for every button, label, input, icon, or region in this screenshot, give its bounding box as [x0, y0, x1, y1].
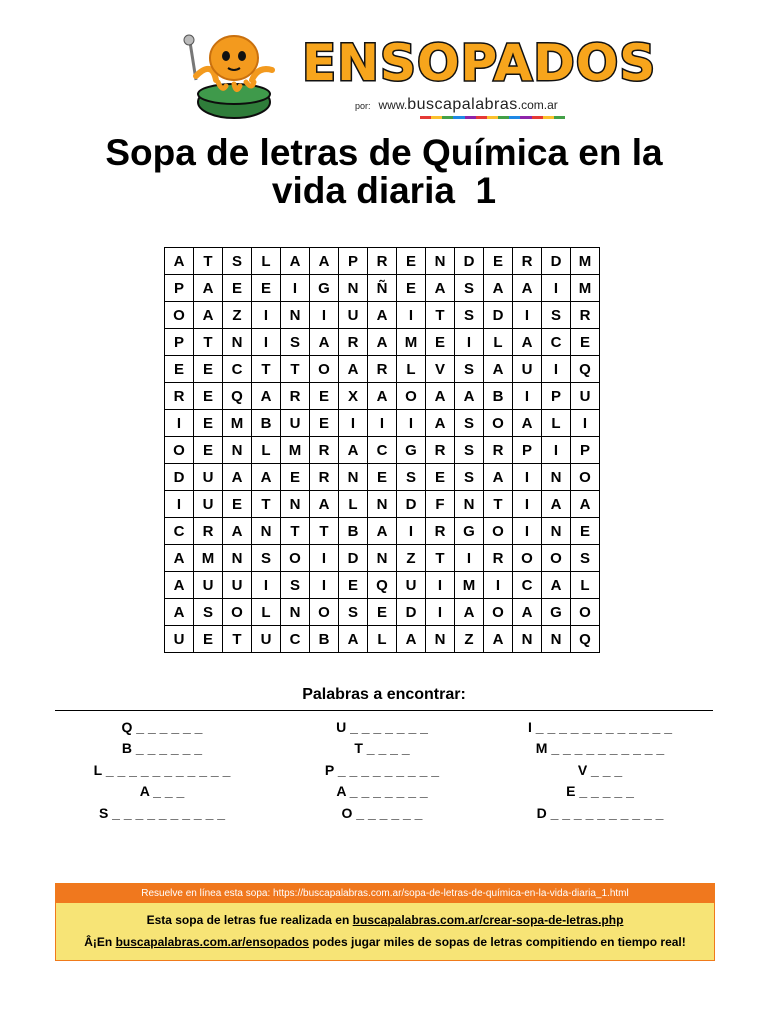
- grid-cell: N: [223, 329, 252, 356]
- grid-cell: B: [339, 518, 368, 545]
- grid-cell: I: [165, 410, 194, 437]
- grid-cell: B: [484, 383, 513, 410]
- grid-cell: I: [252, 302, 281, 329]
- grid-cell: E: [223, 275, 252, 302]
- grid-cell: U: [194, 464, 223, 491]
- grid-cell: E: [368, 464, 397, 491]
- ensopados-link[interactable]: buscapalabras.com.ar/ensopados: [115, 935, 309, 949]
- grid-cell: I: [542, 356, 571, 383]
- grid-cell: I: [455, 545, 484, 572]
- title-line-2: vida diaria 1: [271, 170, 497, 211]
- grid-cell: L: [484, 329, 513, 356]
- grid-cell: I: [281, 275, 310, 302]
- grid-cell: Q: [571, 626, 600, 653]
- grid-cell: A: [194, 302, 223, 329]
- clue: S _ _ _ _ _ _ _ _ _ _: [98, 804, 226, 821]
- grid-cell: L: [252, 599, 281, 626]
- grid-cell: N: [455, 491, 484, 518]
- grid-cell: I: [513, 518, 542, 545]
- grid-cell: P: [339, 248, 368, 275]
- word-search-grid: [164, 247, 600, 653]
- grid-row: [165, 302, 600, 329]
- grid-cell: U: [281, 410, 310, 437]
- grid-cell: E: [194, 626, 223, 653]
- grid-cell: U: [194, 572, 223, 599]
- grid-cell: A: [310, 491, 339, 518]
- clue: Q _ _ _ _ _ _: [121, 719, 203, 735]
- grid-cell: C: [368, 437, 397, 464]
- grid-cell: S: [339, 599, 368, 626]
- grid-cell: E: [194, 437, 223, 464]
- grid-cell: N: [339, 275, 368, 302]
- grid-cell: R: [281, 383, 310, 410]
- grid-cell: A: [339, 626, 368, 653]
- grid-cell: M: [194, 545, 223, 572]
- grid-cell: T: [223, 626, 252, 653]
- grid-row: [165, 491, 600, 518]
- grid-cell: I: [484, 572, 513, 599]
- grid-cell: D: [542, 248, 571, 275]
- grid-cell: E: [165, 356, 194, 383]
- footer-box: [55, 883, 715, 961]
- clue: D _ _ _ _ _ _ _ _ _ _: [536, 804, 664, 821]
- grid-cell: T: [426, 302, 455, 329]
- grid-cell: I: [513, 383, 542, 410]
- grid-cell: A: [223, 518, 252, 545]
- grid-cell: M: [571, 248, 600, 275]
- grid-cell: G: [542, 599, 571, 626]
- grid-cell: A: [455, 599, 484, 626]
- grid-cell: D: [397, 599, 426, 626]
- grid-cell: L: [397, 356, 426, 383]
- grid-cell: I: [571, 410, 600, 437]
- grid-cell: N: [542, 464, 571, 491]
- grid-cell: N: [281, 599, 310, 626]
- grid-cell: U: [339, 302, 368, 329]
- clue: A _ _ _ _ _ _ _: [336, 783, 428, 800]
- grid-cell: L: [571, 572, 600, 599]
- grid-cell: O: [513, 545, 542, 572]
- grid-cell: T: [281, 518, 310, 545]
- grid-cell: R: [484, 545, 513, 572]
- grid-cell: T: [426, 545, 455, 572]
- clue: V _ _ _: [577, 761, 623, 778]
- grid-cell: R: [194, 518, 223, 545]
- grid-cell: M: [571, 275, 600, 302]
- brand-site[interactable]: [355, 96, 558, 114]
- grid-cell: A: [484, 356, 513, 383]
- grid-cell: S: [455, 437, 484, 464]
- grid-cell: E: [310, 410, 339, 437]
- grid-cell: I: [513, 491, 542, 518]
- footer-made-line: [56, 909, 714, 931]
- grid-cell: A: [194, 275, 223, 302]
- grid-cell: D: [484, 302, 513, 329]
- grid-cell: A: [223, 464, 252, 491]
- grid-cell: U: [194, 491, 223, 518]
- grid-row: [165, 329, 600, 356]
- grid-cell: N: [542, 626, 571, 653]
- grid-cell: F: [426, 491, 455, 518]
- grid-cell: U: [165, 626, 194, 653]
- words-heading: Palabras a encontrar:: [302, 686, 466, 703]
- site-name: buscapalabras: [407, 96, 518, 113]
- grid-cell: U: [252, 626, 281, 653]
- grid-cell: E: [223, 491, 252, 518]
- grid-cell: L: [339, 491, 368, 518]
- grid-cell: I: [339, 410, 368, 437]
- grid-cell: G: [310, 275, 339, 302]
- grid-row: [165, 275, 600, 302]
- clue: E _ _ _ _ _: [566, 783, 634, 800]
- grid-row: [165, 437, 600, 464]
- grid-cell: A: [368, 329, 397, 356]
- grid-cell: T: [310, 518, 339, 545]
- grid-cell: D: [397, 491, 426, 518]
- grid-row: [165, 545, 600, 572]
- grid-cell: A: [397, 626, 426, 653]
- grid-cell: P: [165, 329, 194, 356]
- grid-row: [165, 464, 600, 491]
- grid-cell: O: [310, 599, 339, 626]
- grid-cell: S: [542, 302, 571, 329]
- grid-cell: I: [426, 599, 455, 626]
- grid-cell: A: [310, 329, 339, 356]
- grid-cell: T: [194, 248, 223, 275]
- grid-cell: N: [223, 545, 252, 572]
- grid-cell: N: [542, 518, 571, 545]
- grid-cell: S: [223, 248, 252, 275]
- grid-cell: R: [339, 329, 368, 356]
- grid-cell: I: [513, 464, 542, 491]
- grid-cell: O: [223, 599, 252, 626]
- grid-cell: N: [426, 248, 455, 275]
- clue: I _ _ _ _ _ _ _ _ _ _ _ _: [528, 719, 672, 735]
- clue: P _ _ _ _ _ _ _ _ _: [324, 761, 440, 778]
- clue: L _ _ _ _ _ _ _ _ _ _ _: [93, 761, 231, 778]
- grid-cell: S: [194, 599, 223, 626]
- grid-cell: Z: [397, 545, 426, 572]
- grid-cell: D: [165, 464, 194, 491]
- grid-cell: S: [455, 464, 484, 491]
- grid-cell: D: [339, 545, 368, 572]
- grid-cell: T: [252, 491, 281, 518]
- grid-cell: E: [194, 410, 223, 437]
- grid-cell: O: [484, 518, 513, 545]
- grid-cell: A: [426, 383, 455, 410]
- grid-cell: R: [571, 302, 600, 329]
- grid-cell: E: [339, 572, 368, 599]
- grid-cell: S: [281, 572, 310, 599]
- grid-cell: O: [281, 545, 310, 572]
- grid-cell: U: [571, 383, 600, 410]
- grid-cell: I: [310, 572, 339, 599]
- grid-cell: T: [281, 356, 310, 383]
- grid-cell: C: [513, 572, 542, 599]
- play-suffix: podes jugar miles de sopas de letras compitiendo en tiempo real!: [308, 935, 686, 949]
- grid-cell: E: [281, 464, 310, 491]
- grid-cell: G: [397, 437, 426, 464]
- grid-cell: C: [542, 329, 571, 356]
- grid-cell: T: [194, 329, 223, 356]
- grid-cell: S: [281, 329, 310, 356]
- grid-cell: A: [252, 383, 281, 410]
- grid-cell: R: [310, 464, 339, 491]
- grid-cell: A: [165, 599, 194, 626]
- grid-cell: Ñ: [368, 275, 397, 302]
- grid-cell: E: [571, 518, 600, 545]
- play-prefix: Â¡En: [84, 935, 116, 949]
- grid-cell: R: [310, 437, 339, 464]
- grid-cell: A: [426, 410, 455, 437]
- grid-cell: I: [252, 572, 281, 599]
- grid-cell: A: [368, 302, 397, 329]
- grid-cell: D: [455, 248, 484, 275]
- grid-cell: A: [281, 248, 310, 275]
- grid-cell: M: [397, 329, 426, 356]
- grid-cell: S: [397, 464, 426, 491]
- grid-cell: A: [165, 248, 194, 275]
- grid-cell: A: [542, 491, 571, 518]
- grid-cell: V: [426, 356, 455, 383]
- by-label: por:: [355, 101, 371, 111]
- grid-cell: S: [455, 302, 484, 329]
- made-prefix: Esta sopa de letras fue realizada en: [146, 913, 353, 927]
- grid-row: [165, 356, 600, 383]
- grid-cell: O: [165, 302, 194, 329]
- grid-cell: A: [571, 491, 600, 518]
- grid-cell: P: [513, 437, 542, 464]
- clue: O _ _ _ _ _ _: [341, 804, 423, 821]
- divider: [55, 710, 713, 711]
- grid-cell: I: [542, 275, 571, 302]
- grid-cell: G: [455, 518, 484, 545]
- grid-cell: I: [310, 302, 339, 329]
- grid-cell: P: [542, 383, 571, 410]
- grid-cell: A: [455, 383, 484, 410]
- grid-cell: N: [426, 626, 455, 653]
- grid-cell: I: [455, 329, 484, 356]
- grid-cell: I: [368, 410, 397, 437]
- grid-cell: Q: [223, 383, 252, 410]
- grid-cell: O: [165, 437, 194, 464]
- grid-cell: R: [368, 248, 397, 275]
- grid-cell: M: [455, 572, 484, 599]
- create-puzzle-link[interactable]: buscapalabras.com.ar/crear-sopa-de-letras.php: [352, 913, 624, 927]
- grid-cell: A: [542, 572, 571, 599]
- title-line-1: Sopa de letras de Química en la: [105, 132, 663, 173]
- grid-row: [165, 518, 600, 545]
- grid-cell: A: [484, 275, 513, 302]
- grid-cell: E: [426, 329, 455, 356]
- grid-cell: A: [339, 437, 368, 464]
- grid-cell: N: [281, 302, 310, 329]
- grid-cell: P: [165, 275, 194, 302]
- grid-cell: S: [455, 410, 484, 437]
- grid-cell: E: [397, 248, 426, 275]
- grid-cell: E: [426, 464, 455, 491]
- grid-cell: Q: [368, 572, 397, 599]
- grid-cell: E: [252, 275, 281, 302]
- grid-cell: A: [513, 329, 542, 356]
- grid-cell: A: [165, 572, 194, 599]
- grid-cell: I: [165, 491, 194, 518]
- clue-column-2: [272, 717, 492, 824]
- grid-cell: A: [310, 248, 339, 275]
- grid-cell: E: [194, 383, 223, 410]
- grid-cell: I: [397, 410, 426, 437]
- grid-cell: U: [397, 572, 426, 599]
- grid-row: [165, 599, 600, 626]
- grid-cell: L: [252, 437, 281, 464]
- grid-cell: L: [252, 248, 281, 275]
- grid-cell: A: [513, 410, 542, 437]
- grid-cell: A: [513, 599, 542, 626]
- grid-cell: O: [484, 410, 513, 437]
- grid-cell: A: [484, 626, 513, 653]
- brand-logo-text: ENSOPADOS: [302, 34, 657, 92]
- grid-cell: O: [571, 599, 600, 626]
- grid-cell: I: [252, 329, 281, 356]
- grid-cell: A: [513, 275, 542, 302]
- grid-cell: S: [455, 356, 484, 383]
- site-suffix: .com.ar: [517, 98, 558, 112]
- grid-cell: E: [368, 599, 397, 626]
- grid-cell: X: [339, 383, 368, 410]
- grid-cell: N: [223, 437, 252, 464]
- grid-cell: I: [542, 437, 571, 464]
- clue: U _ _ _ _ _ _ _: [336, 719, 428, 735]
- octopus-mascot-icon: [182, 30, 282, 120]
- grid-cell: Z: [223, 302, 252, 329]
- grid-cell: S: [455, 275, 484, 302]
- grid-cell: C: [281, 626, 310, 653]
- grid-cell: U: [513, 356, 542, 383]
- grid-cell: E: [397, 275, 426, 302]
- grid-cell: U: [223, 572, 252, 599]
- clue-column-3: [490, 717, 710, 824]
- grid-cell: E: [484, 248, 513, 275]
- clue: M _ _ _ _ _ _ _ _ _ _: [535, 740, 665, 757]
- grid-cell: L: [542, 410, 571, 437]
- grid-cell: N: [252, 518, 281, 545]
- grid-cell: I: [397, 302, 426, 329]
- grid-cell: N: [513, 626, 542, 653]
- grid-cell: T: [252, 356, 281, 383]
- grid-cell: E: [194, 356, 223, 383]
- grid-cell: R: [368, 356, 397, 383]
- page-title: [40, 134, 728, 210]
- grid-cell: I: [310, 545, 339, 572]
- grid-cell: Q: [571, 356, 600, 383]
- grid-cell: B: [252, 410, 281, 437]
- grid-cell: E: [571, 329, 600, 356]
- grid-cell: R: [513, 248, 542, 275]
- grid-cell: N: [368, 491, 397, 518]
- grid-cell: R: [165, 383, 194, 410]
- grid-cell: I: [397, 518, 426, 545]
- grid-cell: S: [252, 545, 281, 572]
- grid-cell: S: [571, 545, 600, 572]
- grid-row: [165, 383, 600, 410]
- footer-play-line: [56, 931, 714, 953]
- grid-cell: O: [542, 545, 571, 572]
- site-prefix: www.: [378, 98, 408, 112]
- clue-column-1: [52, 717, 272, 824]
- grid-cell: I: [513, 302, 542, 329]
- grid-cell: O: [310, 356, 339, 383]
- online-solve-link[interactable]: Resuelve en línea esta sopa: https://buscapalabras.com.ar/sopa-de-letras-de-química-en-la-vida-diaria_1.html: [56, 884, 714, 903]
- grid-cell: N: [281, 491, 310, 518]
- grid-cell: A: [426, 275, 455, 302]
- grid-cell: N: [368, 545, 397, 572]
- grid-cell: T: [484, 491, 513, 518]
- grid-row: [165, 572, 600, 599]
- grid-cell: R: [484, 437, 513, 464]
- grid-cell: Z: [455, 626, 484, 653]
- clue: A _ _ _: [139, 783, 185, 800]
- grid-cell: B: [310, 626, 339, 653]
- clue: T _ _ _ _: [354, 740, 410, 757]
- clue: B _ _ _ _ _ _: [121, 740, 203, 757]
- grid-cell: A: [368, 383, 397, 410]
- grid-cell: A: [165, 545, 194, 572]
- grid-cell: A: [484, 464, 513, 491]
- grid-cell: N: [339, 464, 368, 491]
- grid-cell: C: [223, 356, 252, 383]
- grid-cell: O: [397, 383, 426, 410]
- grid-cell: P: [571, 437, 600, 464]
- grid-cell: M: [223, 410, 252, 437]
- grid-row: [165, 410, 600, 437]
- grid-cell: E: [310, 383, 339, 410]
- grid-cell: O: [571, 464, 600, 491]
- grid-cell: A: [252, 464, 281, 491]
- grid-cell: M: [281, 437, 310, 464]
- grid-cell: O: [484, 599, 513, 626]
- grid-row: [165, 248, 600, 275]
- grid-cell: R: [426, 437, 455, 464]
- grid-cell: L: [368, 626, 397, 653]
- grid-row: [165, 626, 600, 653]
- grid-cell: A: [368, 518, 397, 545]
- grid-cell: I: [426, 572, 455, 599]
- grid-cell: A: [339, 356, 368, 383]
- brand-color-bar: [420, 116, 565, 119]
- grid-cell: C: [165, 518, 194, 545]
- grid-cell: R: [426, 518, 455, 545]
